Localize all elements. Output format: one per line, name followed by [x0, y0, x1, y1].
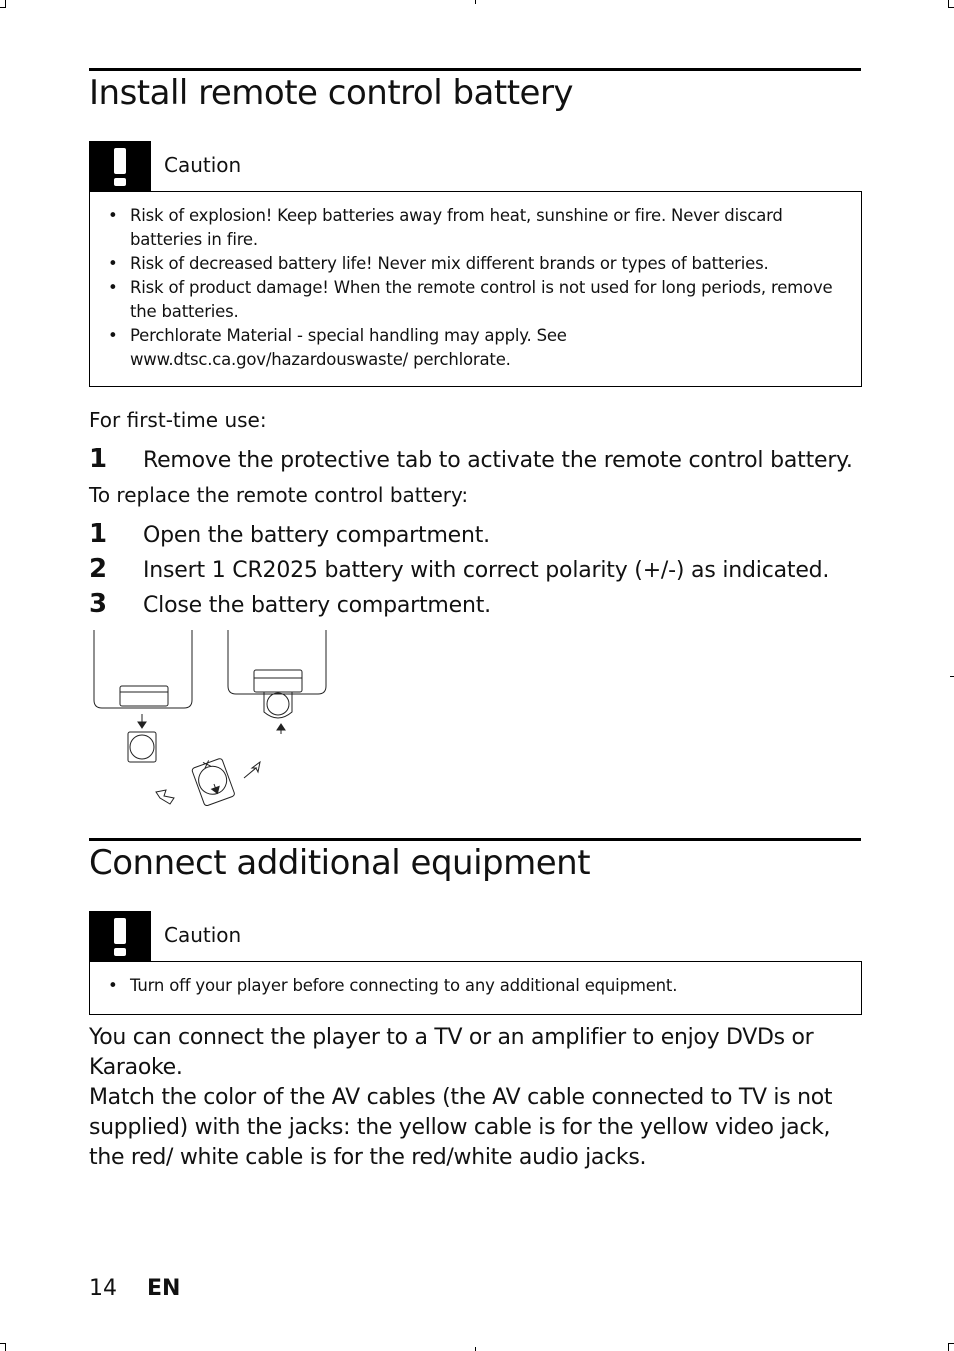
exclamation-icon: [89, 141, 151, 191]
first-use-step: [89, 444, 853, 474]
replace-step: [89, 519, 490, 549]
step-number: 3: [89, 589, 107, 619]
step-number: 2: [89, 554, 107, 584]
replace-step: [89, 554, 829, 584]
caution-body: [89, 191, 862, 387]
step-text: Close the battery compartment.: [143, 593, 491, 618]
caution-item: • Risk of decreased battery life! Never mix different brands or types of batteries.: [108, 252, 841, 276]
exclamation-icon: [89, 911, 151, 961]
caution-label: Caution: [164, 923, 242, 947]
registration-tick: [475, 1347, 476, 1351]
registration-tick: [950, 676, 954, 677]
body-paragraph: Match the color of the AV cables (the AV cable connected to TV is not supplied) with the jacks: the yellow cable is for the yellow video jack, the red/ white cable is for the red/white audio jacks.: [89, 1085, 833, 1170]
step-text: Insert 1 CR2025 battery with correct polarity (+/-) as indicated.: [143, 558, 830, 583]
battery-replacement-illustration: [86, 628, 336, 813]
caution-item: • Turn off your player before connecting to any additional equipment.: [108, 974, 841, 998]
step-text: Open the battery compartment.: [143, 523, 490, 548]
caution-item: • Perchlorate Material - special handling may apply. See www.dtsc.ca.gov/hazardouswaste/ perchlorate.: [108, 324, 841, 372]
crop-mark: [948, 1343, 954, 1351]
first-use-heading: For first-time use:: [89, 408, 267, 432]
registration-tick: [475, 0, 476, 4]
language-code: EN: [147, 1276, 181, 1301]
page-number: 14: [89, 1276, 117, 1301]
caution-box: [89, 141, 862, 387]
section-title: Install remote control battery: [89, 73, 574, 113]
caution-label: Caution: [164, 153, 242, 177]
caution-header: [89, 911, 862, 961]
section-title: Connect additional equipment: [89, 843, 591, 883]
step-number: 1: [89, 519, 107, 549]
section-rule: [89, 838, 861, 841]
replace-step: [89, 589, 491, 619]
caution-header: [89, 141, 862, 191]
replace-heading: To replace the remote control battery:: [89, 483, 469, 507]
section-rule: [89, 68, 861, 71]
body-paragraph: You can connect the player to a TV or an amplifier to enjoy DVDs or Karaoke.: [89, 1025, 814, 1080]
step-number: 1: [89, 444, 107, 474]
caution-item: • Risk of explosion! Keep batteries away from heat, sunshine or fire. Never discard batteries in fire.: [108, 204, 841, 252]
caution-body: [89, 961, 862, 1015]
caution-box: [89, 911, 862, 1015]
step-text: Remove the protective tab to activate the remote control battery.: [143, 448, 853, 473]
crop-mark: [948, 0, 954, 8]
crop-mark: [0, 1343, 6, 1351]
caution-item: • Risk of product damage! When the remote control is not used for long periods, remove the batteries.: [108, 276, 841, 324]
crop-mark: [0, 0, 6, 8]
